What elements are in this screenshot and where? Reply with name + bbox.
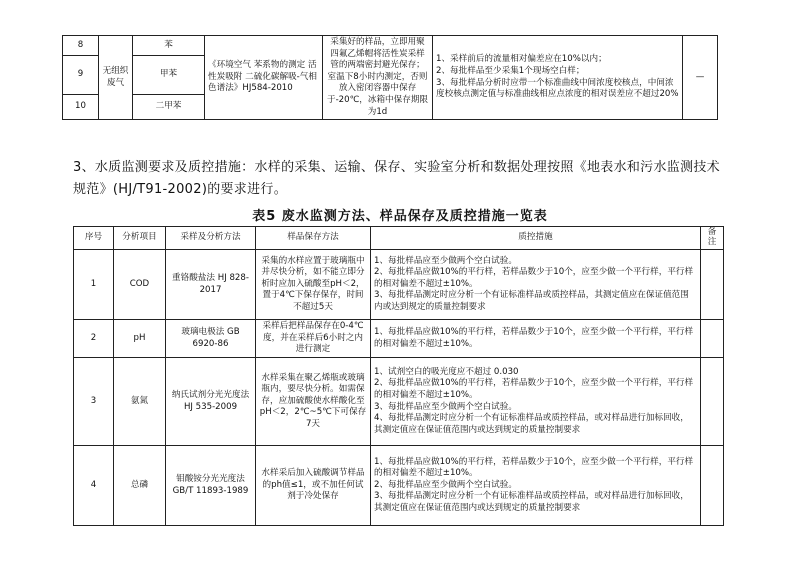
- qc-line: 2、每批样品应做10%的平行样，若样品数少于10个，应至少做一个平行样，平行样的相对偏差不超过±10%。: [374, 378, 694, 400]
- note-cell: [701, 320, 724, 358]
- analysis-method: 钼酸铵分光光度法 GB/T 11893-1989: [166, 446, 256, 526]
- qc-line: 1、每批样品应做10%的平行样，若样品数少于10个，应至少做一个平行样，平行样的相对偏差不超过±10%。: [374, 326, 694, 349]
- note-cell: —: [683, 36, 718, 120]
- analysis-item: pH: [114, 320, 166, 358]
- qc-line: 3、每批样品应至少做两个空白试验。: [374, 401, 517, 412]
- row-number: 8: [63, 36, 99, 56]
- qc-line: 1、每批样品应至少做两个空白试验。: [374, 255, 517, 266]
- preservation-method: 采集的水样应置于玻璃瓶中并尽快分析，如不能立即分析时应加入硫酸至pH＜2，置于4℃下保存保存，时间不超过5天: [256, 250, 371, 320]
- preservation-method: 水样采集在聚乙烯瓶或玻璃瓶内，要尽快分析。如需保存，应加硫酸使水样酸化至pH＜2，2℃~5℃下可保存7天: [256, 358, 371, 446]
- category-cell: 无组织废气: [99, 36, 133, 120]
- qc-line: 2、每批样品至少采集1个现场空白样；: [436, 65, 585, 76]
- table-title: 表5 废水监测方法、样品保存及质控措施一览表: [252, 209, 548, 224]
- table-row: [74, 250, 724, 320]
- row-number: 10: [63, 94, 99, 119]
- header-note: 备注: [701, 227, 724, 250]
- qc-line: 3、每批样品分析时应带一个标准曲线中间浓度校核点，中间浓度校核点测定值与标准曲线相应点浓度的相对误差应不超过20%: [436, 77, 679, 100]
- header-item: 分析项目: [114, 227, 166, 250]
- method-cell: 《环境空气 苯系物的测定 活性炭吸附 二硫化碳解吸-气相色谱法》HJ584-2010: [205, 36, 323, 120]
- table-row: [74, 446, 724, 526]
- analysis-method: 重铬酸盐法 HJ 828-2017: [166, 250, 256, 320]
- header-method: 采样及分析方法: [166, 227, 256, 250]
- table-header-row: [74, 227, 724, 250]
- preservation-method: 水样采后加入硫酸调节样品的ph值≤1，或不加任何试剂于冷处保存: [256, 446, 371, 526]
- qc-line: 2、每批样品应做10%的平行样，若样品数少于10个，应至少做一个平行样，平行样的相对偏差不超过±10%。: [374, 267, 694, 289]
- analysis-method: 纳氏试剂分光光度法 HJ 535-2009: [166, 358, 256, 446]
- row-number: 2: [74, 320, 114, 358]
- water-monitoring-paragraph: 3、水质监测要求及质控措施：水样的采集、运输、保存、实验室分析和数据处理按照《地表水和污水监测技术规范》(HJ/T91-2002)的要求进行。: [73, 160, 720, 197]
- note-cell: [701, 446, 724, 526]
- qc-line: 4、每批样品测定时应分析一个有证标准样品或质控样品，或对样品进行加标回收，其测定值应在保证值范围内或达到规定的质量控制要求: [374, 413, 689, 435]
- analysis-item: 总磷: [114, 446, 166, 526]
- analysis-item: 氨氮: [114, 358, 166, 446]
- analysis-item: COD: [114, 250, 166, 320]
- row-number: 9: [63, 55, 99, 94]
- table-row: [74, 320, 724, 358]
- qc-line: 3、每批样品测定时应分析一个有证标准样品或质控样品，其测定值应在保证值范围内或达到规定的质量控制要求: [374, 290, 689, 312]
- header-preservation: 样品保存方法: [256, 227, 371, 250]
- qc-line: 1、采样前后的流量相对偏差应在10%以内；: [436, 54, 607, 65]
- header-qc: 质控措施: [371, 227, 701, 250]
- qc-line: 3、每批样品测定时应分析一个有证标准样品或质控样品，或对样品进行加标回收，其测定值应在保证值范围内或达到规定的质量控制要求: [374, 491, 689, 513]
- table-row: [63, 36, 718, 56]
- preservation-method: 采样后把样品保存在0-4℃度，并在采样后6小时之内进行测定: [256, 320, 371, 358]
- qc-measures: [371, 446, 701, 526]
- qc-line: 1、试剂空白的吸光度应不超过 0.030: [374, 366, 519, 377]
- row-number: 4: [74, 446, 114, 526]
- table-row: [74, 358, 724, 446]
- note-cell: [701, 250, 724, 320]
- header-no: 序号: [74, 227, 114, 250]
- analysis-method: 玻璃电极法 GB 6920-86: [166, 320, 256, 358]
- qc-measures: [371, 250, 701, 320]
- qc-cell: [433, 36, 683, 120]
- qc-line: 2、每批样品应至少做两个空白试验。: [374, 479, 517, 490]
- item-cell: 二甲苯: [133, 94, 205, 119]
- preservation-cell: 采集好的样品，立即用聚四氟乙烯帽将活性炭采样管的两端密封避光保存；室温下8小时内测定，否则放入密闭容器中保存于-20℃，冰箱中保存期限为1d: [323, 36, 433, 120]
- qc-line: 1、每批样品应做10%的平行样，若样品数少于10个，应至少做一个平行样，平行样的相对偏差不超过±10%。: [374, 456, 694, 479]
- note-cell: [701, 358, 724, 446]
- top-continuation-table: [62, 35, 718, 120]
- row-number: 1: [74, 250, 114, 320]
- item-cell: 苯: [133, 36, 205, 56]
- row-number: 3: [74, 358, 114, 446]
- wastewater-monitoring-table: [73, 226, 724, 526]
- qc-measures: [371, 320, 701, 358]
- qc-measures: [371, 358, 701, 446]
- item-cell: 甲苯: [133, 55, 205, 94]
